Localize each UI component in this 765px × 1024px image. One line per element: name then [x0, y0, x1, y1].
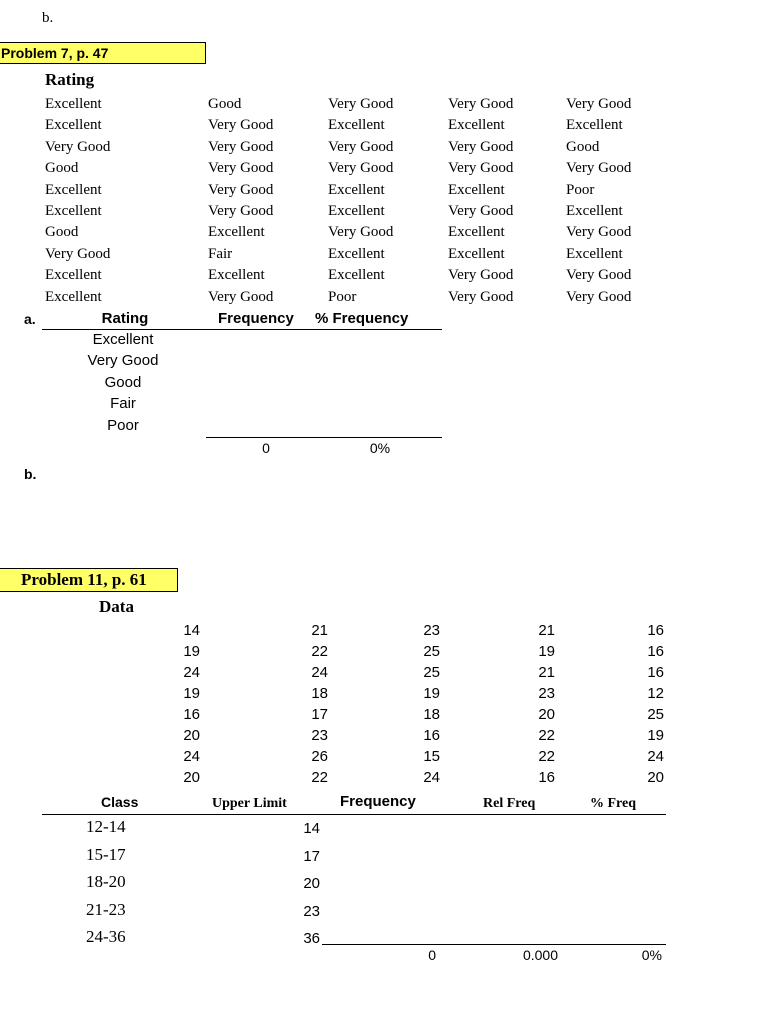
- data-cell: 24: [183, 748, 200, 765]
- rating-cell: Excellent: [566, 203, 623, 219]
- totals-line: [206, 437, 442, 438]
- data-cell: 18: [423, 706, 440, 723]
- class-label: 12-14: [86, 817, 126, 836]
- data-cell: 19: [183, 685, 200, 702]
- rating-cell: Fair: [208, 245, 233, 262]
- data-cell: 21: [311, 622, 328, 639]
- data-cell: 19: [183, 643, 200, 660]
- rating-cell: Good: [45, 160, 79, 177]
- header-pct-frequency: % Frequency: [315, 310, 409, 327]
- rating-cell: Excellent: [208, 267, 265, 284]
- class-label: 24-36: [86, 927, 126, 947]
- class-totals-line: [322, 944, 666, 945]
- part-a-label: a.: [24, 311, 36, 327]
- data-cell: 20: [183, 727, 200, 744]
- data-cell: 24: [423, 769, 440, 786]
- data-cell: 16: [183, 706, 200, 723]
- data-cell: 16: [647, 622, 664, 639]
- rating-cell: Very Good: [45, 245, 111, 262]
- rating-cell: Good: [208, 96, 242, 112]
- data-cell: 25: [647, 706, 664, 723]
- rating-cell: Very Good: [328, 96, 394, 112]
- data-cell: 18: [311, 685, 328, 702]
- rating-cell: Excellent: [448, 181, 505, 198]
- rating-cell: Excellent: [328, 181, 385, 198]
- rating-cell: Excellent: [448, 224, 505, 241]
- class-table-underline: [42, 814, 666, 815]
- class-label: 21-23: [86, 899, 126, 919]
- data-cell: 16: [538, 769, 555, 786]
- data-cell: 12: [647, 685, 664, 702]
- problem7-title-box: [0, 42, 206, 64]
- data-cell: 22: [311, 769, 328, 786]
- rating-cell: Excellent: [328, 267, 385, 284]
- data-cell: 17: [311, 706, 328, 723]
- data-cell: 22: [538, 748, 555, 765]
- rating-cell: Very Good: [448, 288, 514, 305]
- total-pct-frequency: 0%: [369, 440, 391, 456]
- data-cell: 19: [423, 685, 440, 702]
- class-upper-limit: 36: [303, 930, 320, 948]
- data-cell: 16: [423, 727, 440, 744]
- rating-cell: Excellent: [45, 96, 102, 112]
- top-part-label: b.: [42, 10, 54, 26]
- table-header-underline: [42, 329, 442, 330]
- rating-cell: Very Good: [566, 160, 632, 177]
- data-cell: 20: [183, 769, 200, 786]
- data-cell: 25: [423, 643, 440, 660]
- data-cell: 26: [311, 748, 328, 765]
- rating-cell: Excellent: [566, 117, 623, 134]
- category-label: Poor: [107, 416, 139, 434]
- header-rating: Rating: [101, 310, 149, 327]
- rating-cell: Very Good: [448, 96, 514, 112]
- rating-cell: Excellent: [45, 181, 102, 198]
- rating-cell: Very Good: [208, 203, 274, 219]
- rating-cell: Very Good: [208, 288, 274, 305]
- data-cell: 14: [183, 622, 200, 639]
- rating-cell: Very Good: [566, 224, 632, 241]
- rating-cell: Very Good: [208, 117, 274, 134]
- data-cell: 23: [538, 685, 555, 702]
- rating-cell: Excellent: [328, 245, 385, 262]
- class-label: 18-20: [86, 872, 126, 892]
- rating-cell: Very Good: [566, 96, 632, 112]
- category-label: Excellent: [92, 331, 154, 348]
- data-cell: 22: [311, 643, 328, 660]
- problem11-title-box: [0, 568, 178, 592]
- data-heading: Data: [99, 597, 134, 616]
- data-cell: 19: [647, 727, 664, 744]
- data-cell: 16: [647, 664, 664, 681]
- data-cell: 25: [423, 664, 440, 681]
- category-label: Very Good: [87, 352, 159, 370]
- category-label: Fair: [110, 395, 136, 413]
- rating-cell: Very Good: [448, 267, 514, 284]
- header-frequency-11: Frequency: [340, 793, 416, 810]
- class-upper-limit: 20: [303, 875, 320, 893]
- rating-cell: Very Good: [45, 138, 111, 155]
- rating-cell: Excellent: [328, 203, 385, 219]
- rating-cell: Excellent: [328, 117, 385, 134]
- data-cell: 19: [538, 643, 555, 660]
- data-cell: 22: [538, 727, 555, 744]
- class-upper-limit: 17: [303, 847, 320, 865]
- class-total-frequency: 0: [428, 947, 436, 963]
- data-cell: 24: [183, 664, 200, 681]
- data-cell: 23: [311, 727, 328, 744]
- rating-cell: Very Good: [208, 160, 274, 177]
- rating-cell: Excellent: [566, 245, 623, 262]
- class-total-pct-freq: 0%: [641, 947, 662, 963]
- rating-cell: Very Good: [448, 203, 514, 219]
- class-upper-limit: 23: [303, 902, 320, 920]
- rating-cell: Very Good: [566, 267, 632, 284]
- rating-cell: Very Good: [208, 138, 274, 155]
- rating-heading: Rating: [45, 70, 95, 89]
- data-cell: 21: [538, 664, 555, 681]
- data-cell: 20: [647, 769, 664, 786]
- rating-cell: Poor: [566, 181, 595, 198]
- total-frequency: 0: [262, 440, 270, 456]
- rating-cell: Good: [566, 138, 600, 155]
- header-upper-limit: Upper Limit: [212, 796, 287, 811]
- rating-cell: Very Good: [328, 138, 394, 155]
- part-b-label: b.: [24, 466, 37, 482]
- data-cell: 23: [423, 622, 440, 639]
- rating-cell: Excellent: [45, 203, 102, 219]
- rating-cell: Excellent: [448, 245, 505, 262]
- data-cell: 21: [538, 622, 555, 639]
- class-total-rel-freq: 0.000: [522, 947, 558, 963]
- rating-cell: Very Good: [566, 288, 632, 305]
- class-upper-limit: 14: [303, 820, 320, 837]
- rating-cell: Very Good: [448, 160, 514, 177]
- data-cell: 15: [423, 748, 440, 765]
- rating-cell: Very Good: [328, 160, 394, 177]
- data-cell: 20: [538, 706, 555, 723]
- header-class: Class: [101, 794, 139, 810]
- rating-cell: Good: [45, 224, 79, 241]
- rating-cell: Excellent: [45, 288, 102, 305]
- rating-cell: Very Good: [208, 181, 274, 198]
- rating-cell: Very Good: [448, 138, 514, 155]
- header-frequency: Frequency: [218, 310, 294, 327]
- rating-cell: Very Good: [328, 224, 394, 241]
- header-rel-freq: Rel Freq: [483, 796, 536, 811]
- rating-cell: Poor: [328, 288, 357, 305]
- data-cell: 24: [311, 664, 328, 681]
- category-label: Good: [104, 373, 142, 391]
- rating-cell: Excellent: [448, 117, 505, 134]
- data-cell: 16: [647, 643, 664, 660]
- rating-cell: Excellent: [45, 117, 102, 134]
- rating-cell: Excellent: [208, 224, 265, 241]
- problem11-title: Problem 11, p. 61: [21, 570, 147, 589]
- rating-cell: Excellent: [45, 267, 102, 284]
- problem7-title: Problem 7, p. 47: [1, 45, 109, 61]
- data-cell: 24: [647, 748, 664, 765]
- header-pct-freq: % Freq: [590, 796, 637, 811]
- class-label: 15-17: [86, 844, 126, 864]
